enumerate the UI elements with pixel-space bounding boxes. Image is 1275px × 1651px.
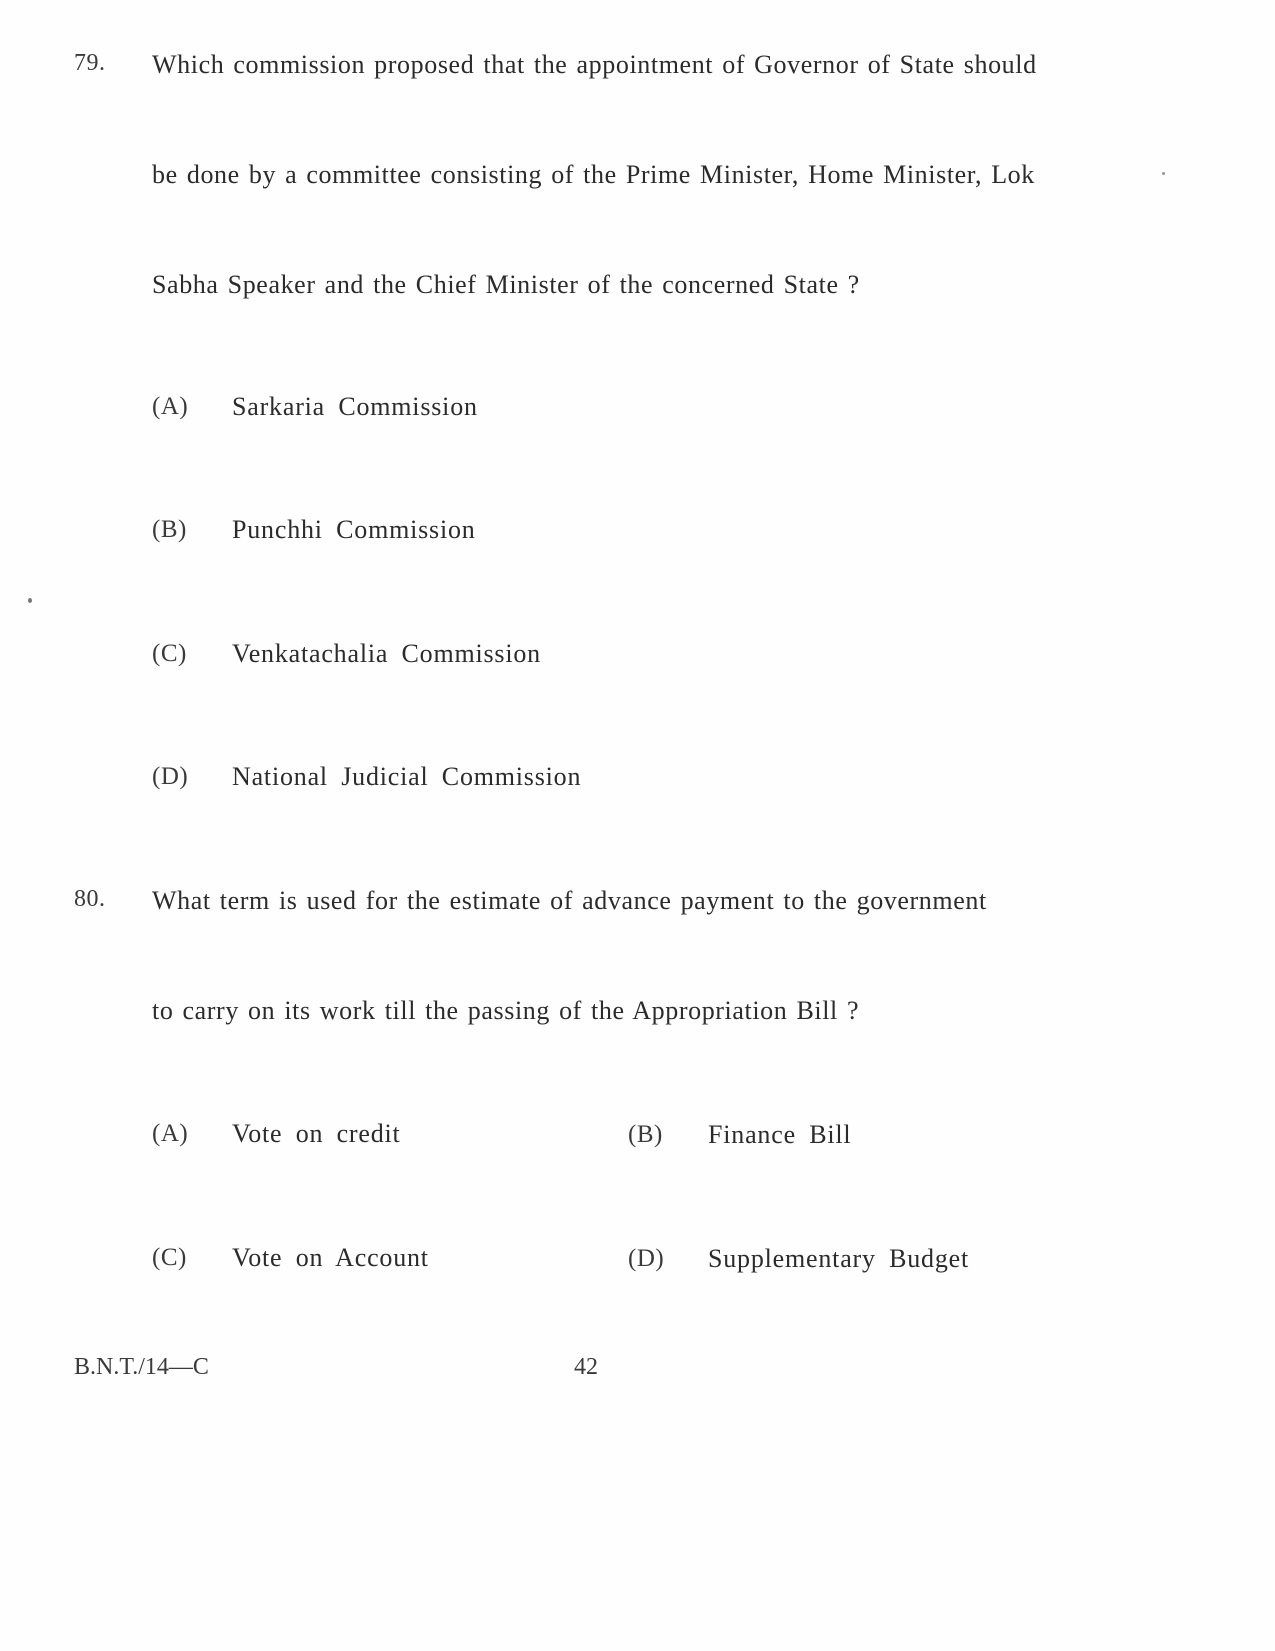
- option-label: (A): [152, 1120, 189, 1147]
- option-text: Venkatachalia Commission: [232, 639, 541, 668]
- option-text: Supplementary Budget: [708, 1244, 970, 1273]
- question-text-line: to carry on its work till the passing of the Appropriation Bill ?: [152, 996, 860, 1025]
- option-label: (D): [628, 1245, 665, 1272]
- page-number: 42: [574, 1354, 598, 1380]
- question-text-line: Sabha Speaker and the Chief Minister of the concerned State ?: [152, 270, 860, 299]
- question-text-line: Which commission proposed that the appointment of Governor of State should: [152, 50, 1037, 79]
- option-label: (C): [152, 640, 187, 667]
- option-text: Finance Bill: [708, 1120, 852, 1149]
- question-text-line: What term is used for the estimate of advance payment to the government: [152, 886, 987, 915]
- booklet-code: B.N.T./14—C: [74, 1354, 209, 1380]
- option-text: Punchhi Commission: [232, 515, 476, 544]
- option-label: (A): [152, 393, 189, 420]
- question-text-line: be done by a committee consisting of the Prime Minister, Home Minister, Lok: [152, 160, 1035, 189]
- option-text: Vote on credit: [232, 1119, 401, 1148]
- scan-speck: [1162, 172, 1165, 175]
- question-number: 79.: [74, 50, 106, 76]
- option-text: Vote on Account: [232, 1243, 429, 1272]
- option-label: (D): [152, 763, 189, 790]
- option-label: (B): [628, 1121, 663, 1148]
- question-number: 80.: [74, 886, 106, 912]
- option-text: Sarkaria Commission: [232, 392, 478, 421]
- option-label: (B): [152, 516, 187, 543]
- option-text: National Judicial Commission: [232, 762, 582, 791]
- option-label: (C): [152, 1244, 187, 1271]
- scan-speck: [28, 598, 32, 603]
